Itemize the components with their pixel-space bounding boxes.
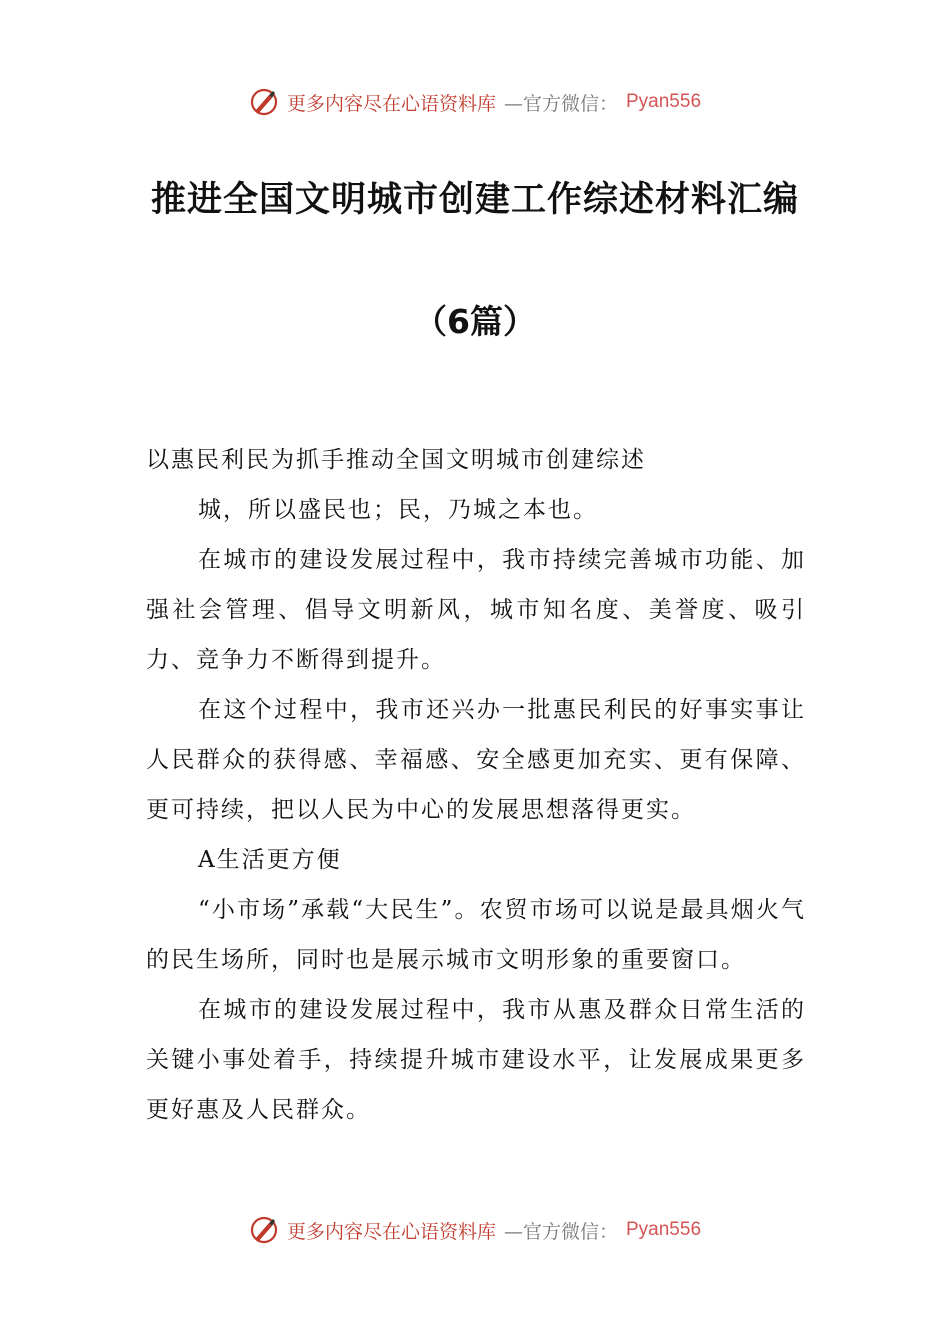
document-subtitle: （6篇） [414, 302, 536, 341]
banner-wechat-label: —官方微信： [503, 92, 618, 115]
document-body [146, 435, 806, 1135]
banner-brand-text: 更多内容尽在心语资料库 [286, 92, 496, 115]
paragraph: 在这个过程中，我市还兴办一批惠民利民的好事实事让人民群众的获得感、幸福感、安全感更加充实、更有保障、更可持续，把以人民为中心的发展思想落得更实。 [146, 697, 806, 823]
paragraph: “小市场”承载“大民生”。农贸市场可以说是最具烟火气的民生场所，同时也是展示城市文明形象的重要窗口。 [146, 897, 806, 973]
section-heading: 以惠民利民为抓手推动全国文明城市创建综述 [146, 447, 646, 473]
header-banner [0, 82, 950, 122]
pen-logo-icon [249, 87, 279, 117]
paragraph: 城，所以盛民也；民，乃城之本也。 [198, 497, 598, 523]
subheading-a: A生活更方便 [198, 847, 342, 873]
banner-wechat-label: —官方微信： [503, 1220, 618, 1243]
footer-banner [0, 1210, 950, 1250]
document-title: 推进全国文明城市创建工作综述材料汇编 [150, 180, 799, 220]
paragraph: 在城市的建设发展过程中，我市持续完善城市功能、加强社会管理、倡导文明新风，城市知名度、美誉度、吸引力、竞争力不断得到提升。 [146, 547, 806, 673]
pen-logo-icon [249, 1215, 279, 1245]
paragraph: 在城市的建设发展过程中，我市从惠及群众日常生活的关键小事处着手，持续提升城市建设水平，让发展成果更多更好惠及人民群众。 [146, 997, 806, 1123]
banner-wechat-id: Pyan556 [626, 1219, 702, 1240]
banner-wechat-id: Pyan556 [626, 91, 702, 112]
banner-brand-text: 更多内容尽在心语资料库 [286, 1220, 496, 1243]
